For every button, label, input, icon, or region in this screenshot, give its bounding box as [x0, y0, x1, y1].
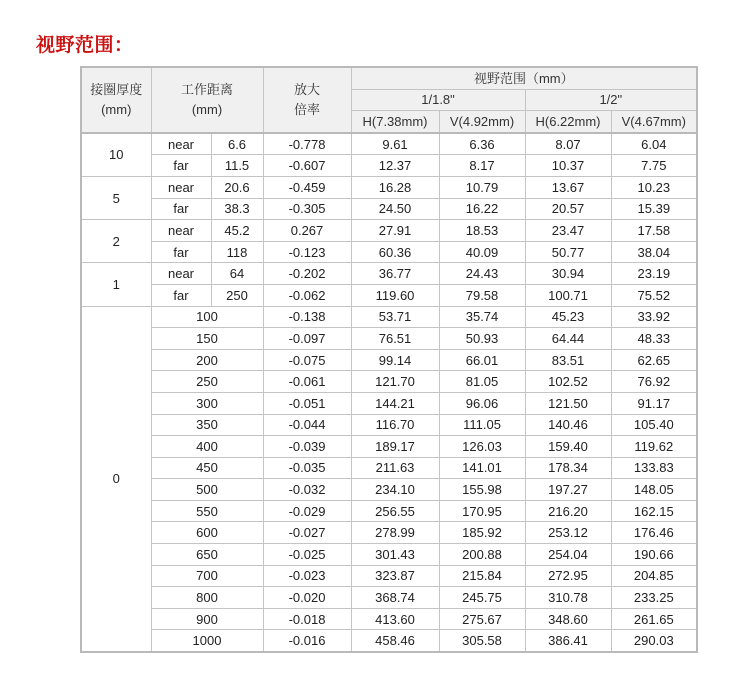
table-row	[81, 241, 697, 263]
h1-cell: 9.61	[351, 133, 439, 155]
h1-cell: 60.36	[351, 241, 439, 263]
v1-cell: 126.03	[439, 436, 525, 458]
table-row	[81, 457, 697, 479]
table-row	[81, 608, 697, 630]
v1-cell: 81.05	[439, 371, 525, 393]
thickness-cell: 5	[81, 176, 151, 219]
h1-cell: 458.46	[351, 630, 439, 652]
table-row	[81, 544, 697, 566]
table-row	[81, 155, 697, 177]
h1-cell: 211.63	[351, 457, 439, 479]
v2-cell: 62.65	[611, 349, 697, 371]
distance-cell: 20.6	[211, 176, 263, 198]
distance-cell: 250	[211, 284, 263, 306]
h2-cell: 100.71	[525, 284, 611, 306]
field-of-view-table	[80, 66, 698, 653]
h2-cell: 64.44	[525, 328, 611, 350]
h1-cell: 99.14	[351, 349, 439, 371]
table-row	[81, 630, 697, 652]
magnification-cell: -0.459	[263, 176, 351, 198]
v2-cell: 76.92	[611, 371, 697, 393]
v1-cell: 245.75	[439, 587, 525, 609]
distance-cell: 200	[151, 349, 263, 371]
v2-cell: 17.58	[611, 220, 697, 242]
v2-cell: 75.52	[611, 284, 697, 306]
magnification-cell: -0.023	[263, 565, 351, 587]
v2-cell: 261.65	[611, 608, 697, 630]
header-working-distance: 工作距离 (mm)	[151, 67, 263, 133]
table-row	[81, 328, 697, 350]
table-row	[81, 284, 697, 306]
h2-cell: 83.51	[525, 349, 611, 371]
header-sensor-1-1.8: 1/1.8"	[351, 89, 525, 111]
magnification-cell: -0.097	[263, 328, 351, 350]
v2-cell: 190.66	[611, 544, 697, 566]
thickness-cell: 1	[81, 263, 151, 306]
magnification-cell: 0.267	[263, 220, 351, 242]
distance-cell: 350	[151, 414, 263, 436]
v1-cell: 215.84	[439, 565, 525, 587]
table-row	[81, 522, 697, 544]
table-body	[81, 133, 697, 652]
h1-cell: 368.74	[351, 587, 439, 609]
h1-cell: 76.51	[351, 328, 439, 350]
v1-cell: 40.09	[439, 241, 525, 263]
h1-cell: 24.50	[351, 198, 439, 220]
magnification-cell: -0.018	[263, 608, 351, 630]
h2-cell: 8.07	[525, 133, 611, 155]
h2-cell: 23.47	[525, 220, 611, 242]
h1-cell: 278.99	[351, 522, 439, 544]
h1-cell: 36.77	[351, 263, 439, 285]
distance-cell: 6.6	[211, 133, 263, 155]
h2-cell: 159.40	[525, 436, 611, 458]
h2-cell: 254.04	[525, 544, 611, 566]
distance-label-cell: far	[151, 284, 211, 306]
distance-cell: 900	[151, 608, 263, 630]
distance-cell: 550	[151, 500, 263, 522]
distance-cell: 150	[151, 328, 263, 350]
v1-cell: 18.53	[439, 220, 525, 242]
header-ring-thickness: 接圈厚度 (mm)	[81, 67, 151, 133]
h1-cell: 189.17	[351, 436, 439, 458]
h1-cell: 116.70	[351, 414, 439, 436]
table-row	[81, 436, 697, 458]
h2-cell: 386.41	[525, 630, 611, 652]
h1-cell: 119.60	[351, 284, 439, 306]
v2-cell: 48.33	[611, 328, 697, 350]
h1-cell: 16.28	[351, 176, 439, 198]
distance-cell: 11.5	[211, 155, 263, 177]
v2-cell: 148.05	[611, 479, 697, 501]
distance-cell: 700	[151, 565, 263, 587]
v1-cell: 155.98	[439, 479, 525, 501]
h2-cell: 140.46	[525, 414, 611, 436]
header-v1: V(4.92mm)	[439, 111, 525, 133]
magnification-cell: -0.025	[263, 544, 351, 566]
distance-label-cell: near	[151, 176, 211, 198]
v1-cell: 16.22	[439, 198, 525, 220]
table-row	[81, 349, 697, 371]
magnification-cell: -0.778	[263, 133, 351, 155]
h2-cell: 310.78	[525, 587, 611, 609]
v1-cell: 10.79	[439, 176, 525, 198]
v2-cell: 91.17	[611, 392, 697, 414]
v1-cell: 275.67	[439, 608, 525, 630]
h2-cell: 10.37	[525, 155, 611, 177]
header-magnification: 放大 倍率	[263, 67, 351, 133]
h1-cell: 144.21	[351, 392, 439, 414]
h2-cell: 102.52	[525, 371, 611, 393]
h2-cell: 45.23	[525, 306, 611, 328]
distance-cell: 100	[151, 306, 263, 328]
table-row	[81, 392, 697, 414]
v1-cell: 185.92	[439, 522, 525, 544]
magnification-cell: -0.062	[263, 284, 351, 306]
distance-label-cell: far	[151, 241, 211, 263]
distance-cell: 1000	[151, 630, 263, 652]
table-row	[81, 565, 697, 587]
v1-cell: 170.95	[439, 500, 525, 522]
v1-cell: 50.93	[439, 328, 525, 350]
header-field-of-view: 视野范围（mm）	[351, 67, 697, 89]
table-header	[81, 67, 697, 133]
table-row	[81, 587, 697, 609]
v1-cell: 200.88	[439, 544, 525, 566]
h1-cell: 256.55	[351, 500, 439, 522]
thickness-cell: 10	[81, 133, 151, 177]
distance-label-cell: near	[151, 263, 211, 285]
v2-cell: 162.15	[611, 500, 697, 522]
h2-cell: 253.12	[525, 522, 611, 544]
header-h1: H(7.38mm)	[351, 111, 439, 133]
distance-label-cell: far	[151, 198, 211, 220]
v1-cell: 141.01	[439, 457, 525, 479]
magnification-cell: -0.029	[263, 500, 351, 522]
h1-cell: 301.43	[351, 544, 439, 566]
magnification-cell: -0.039	[263, 436, 351, 458]
h2-cell: 197.27	[525, 479, 611, 501]
v2-cell: 38.04	[611, 241, 697, 263]
table-row	[81, 198, 697, 220]
distance-cell: 250	[151, 371, 263, 393]
v1-cell: 6.36	[439, 133, 525, 155]
v2-cell: 119.62	[611, 436, 697, 458]
header-v2: V(4.67mm)	[611, 111, 697, 133]
table-row	[81, 479, 697, 501]
v2-cell: 15.39	[611, 198, 697, 220]
magnification-cell: -0.032	[263, 479, 351, 501]
h2-cell: 50.77	[525, 241, 611, 263]
distance-cell: 500	[151, 479, 263, 501]
h1-cell: 27.91	[351, 220, 439, 242]
magnification-cell: -0.035	[263, 457, 351, 479]
h2-cell: 20.57	[525, 198, 611, 220]
magnification-cell: -0.020	[263, 587, 351, 609]
v1-cell: 96.06	[439, 392, 525, 414]
magnification-cell: -0.202	[263, 263, 351, 285]
v2-cell: 176.46	[611, 522, 697, 544]
v2-cell: 7.75	[611, 155, 697, 177]
v1-cell: 66.01	[439, 349, 525, 371]
h1-cell: 12.37	[351, 155, 439, 177]
distance-label-cell: far	[151, 155, 211, 177]
v1-cell: 24.43	[439, 263, 525, 285]
magnification-cell: -0.075	[263, 349, 351, 371]
magnification-cell: -0.123	[263, 241, 351, 263]
distance-cell: 118	[211, 241, 263, 263]
h2-cell: 348.60	[525, 608, 611, 630]
distance-cell: 45.2	[211, 220, 263, 242]
magnification-cell: -0.051	[263, 392, 351, 414]
magnification-cell: -0.061	[263, 371, 351, 393]
v1-cell: 8.17	[439, 155, 525, 177]
table-row	[81, 220, 697, 242]
h1-cell: 53.71	[351, 306, 439, 328]
thickness-cell: 0	[81, 306, 151, 652]
distance-cell: 800	[151, 587, 263, 609]
thickness-cell: 2	[81, 220, 151, 263]
header-h2: H(6.22mm)	[525, 111, 611, 133]
h2-cell: 121.50	[525, 392, 611, 414]
distance-cell: 64	[211, 263, 263, 285]
header-sensor-1-2: 1/2"	[525, 89, 697, 111]
h2-cell: 30.94	[525, 263, 611, 285]
distance-cell: 38.3	[211, 198, 263, 220]
v2-cell: 23.19	[611, 263, 697, 285]
h1-cell: 323.87	[351, 565, 439, 587]
v2-cell: 6.04	[611, 133, 697, 155]
v2-cell: 233.25	[611, 587, 697, 609]
table-row	[81, 306, 697, 328]
distance-cell: 600	[151, 522, 263, 544]
table-row	[81, 371, 697, 393]
v2-cell: 105.40	[611, 414, 697, 436]
magnification-cell: -0.044	[263, 414, 351, 436]
header-row	[81, 67, 697, 89]
h2-cell: 272.95	[525, 565, 611, 587]
h1-cell: 413.60	[351, 608, 439, 630]
distance-cell: 450	[151, 457, 263, 479]
distance-label-cell: near	[151, 220, 211, 242]
v2-cell: 10.23	[611, 176, 697, 198]
v1-cell: 35.74	[439, 306, 525, 328]
table-row	[81, 500, 697, 522]
page-title: 视野范围：	[36, 34, 134, 56]
h2-cell: 216.20	[525, 500, 611, 522]
table-row	[81, 263, 697, 285]
v1-cell: 305.58	[439, 630, 525, 652]
table-row	[81, 414, 697, 436]
magnification-cell: -0.607	[263, 155, 351, 177]
v1-cell: 111.05	[439, 414, 525, 436]
table-row	[81, 133, 697, 155]
table-row	[81, 176, 697, 198]
distance-label-cell: near	[151, 133, 211, 155]
v1-cell: 79.58	[439, 284, 525, 306]
magnification-cell: -0.305	[263, 198, 351, 220]
distance-cell: 400	[151, 436, 263, 458]
h1-cell: 121.70	[351, 371, 439, 393]
magnification-cell: -0.016	[263, 630, 351, 652]
h2-cell: 13.67	[525, 176, 611, 198]
h1-cell: 234.10	[351, 479, 439, 501]
v2-cell: 133.83	[611, 457, 697, 479]
distance-cell: 300	[151, 392, 263, 414]
v2-cell: 290.03	[611, 630, 697, 652]
distance-cell: 650	[151, 544, 263, 566]
h2-cell: 178.34	[525, 457, 611, 479]
magnification-cell: -0.027	[263, 522, 351, 544]
v2-cell: 33.92	[611, 306, 697, 328]
magnification-cell: -0.138	[263, 306, 351, 328]
v2-cell: 204.85	[611, 565, 697, 587]
